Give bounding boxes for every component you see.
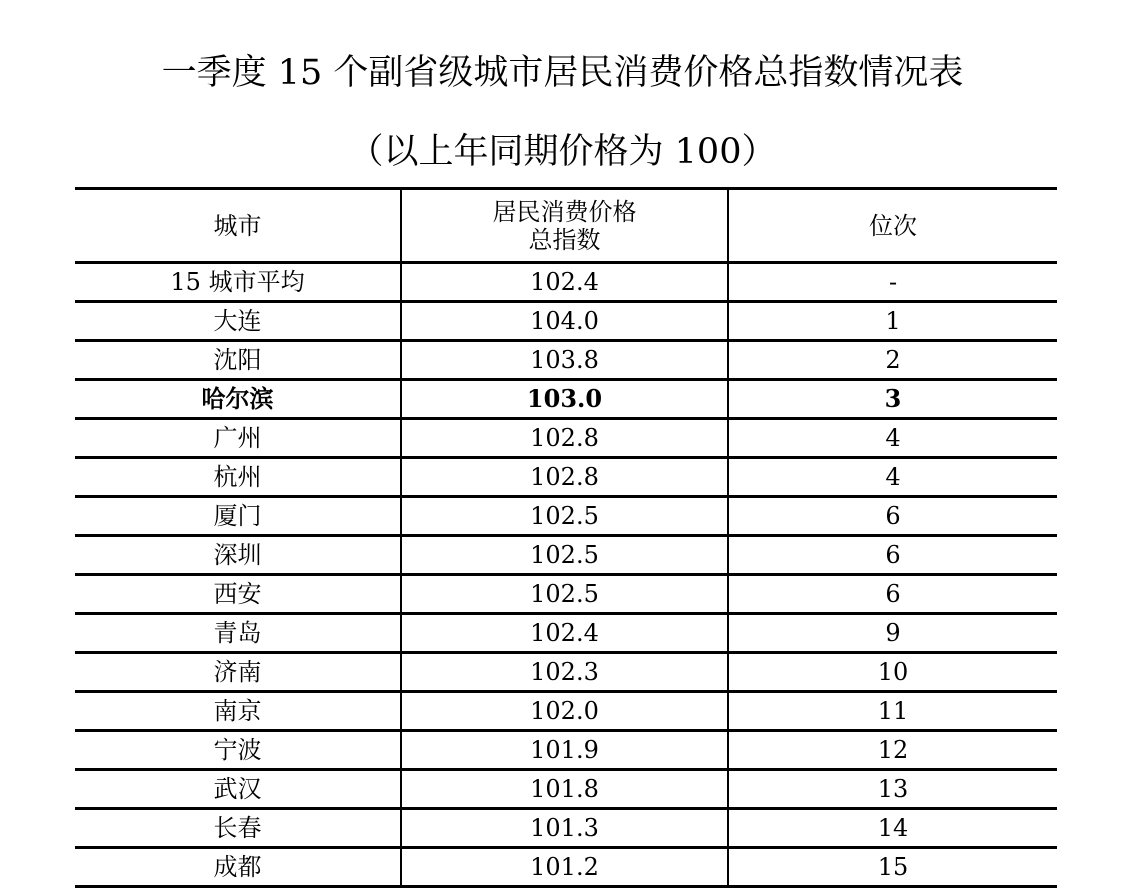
cell-city: 成都 [75,848,401,887]
page-subtitle: （以上年同期价格为 100） [348,132,777,172]
cell-city: 深圳 [75,536,401,575]
table-row [75,419,1057,458]
cell-rank: 4 [728,419,1057,458]
table-row [75,731,1057,770]
cell-city: 南京 [75,692,401,731]
cell-rank: 4 [728,458,1057,497]
table-row [75,497,1057,536]
cell-rank: 1 [728,302,1057,341]
cell-rank: 9 [728,614,1057,653]
cell-index: 102.4 [401,614,728,653]
cell-rank: 11 [728,692,1057,731]
cell-city: 沈阳 [75,341,401,380]
cell-index: 103.0 [401,380,728,419]
cell-rank: 6 [728,497,1057,536]
header-rank: 位次 [728,189,1057,263]
cell-city: 厦门 [75,497,401,536]
table-row [75,536,1057,575]
table-row [75,302,1057,341]
cell-index: 101.9 [401,731,728,770]
table-row [75,848,1057,887]
cpi-table [75,187,1057,888]
cell-rank: 3 [728,380,1057,419]
cell-rank: 10 [728,653,1057,692]
table-header-row [75,189,1057,263]
header-city: 城市 [75,189,401,263]
table-row [75,809,1057,848]
table-row [75,380,1057,419]
cell-index: 101.3 [401,809,728,848]
cell-city: 青岛 [75,614,401,653]
table-row [75,575,1057,614]
cell-rank: - [728,263,1057,302]
table-row [75,263,1057,302]
table-row [75,458,1057,497]
cell-city: 济南 [75,653,401,692]
cell-city: 哈尔滨 [75,380,401,419]
cell-index: 102.8 [401,419,728,458]
cell-rank: 14 [728,809,1057,848]
cell-rank: 15 [728,848,1057,887]
cell-index: 102.0 [401,692,728,731]
header-index-line2: 总指数 [528,225,601,254]
table-row [75,653,1057,692]
cell-index: 102.3 [401,653,728,692]
table-row [75,692,1057,731]
cell-city: 大连 [75,302,401,341]
cell-city: 宁波 [75,731,401,770]
cell-index: 104.0 [401,302,728,341]
table-row [75,614,1057,653]
cell-index: 103.8 [401,341,728,380]
cell-rank: 2 [728,341,1057,380]
cell-index: 102.4 [401,263,728,302]
cell-city: 西安 [75,575,401,614]
table-row [75,770,1057,809]
cell-index: 101.2 [401,848,728,887]
cell-index: 102.5 [401,575,728,614]
cell-index: 102.5 [401,497,728,536]
header-index-line1: 居民消费价格 [492,197,637,226]
cell-rank: 12 [728,731,1057,770]
cell-city: 广州 [75,419,401,458]
cell-index: 101.8 [401,770,728,809]
cell-rank: 6 [728,575,1057,614]
page-title: 一季度 15 个副省级城市居民消费价格总指数情况表 [161,53,964,93]
cell-city: 杭州 [75,458,401,497]
cell-index: 102.5 [401,536,728,575]
cell-city: 15 城市平均 [75,263,401,302]
cell-rank: 13 [728,770,1057,809]
table-body [75,263,1057,887]
cell-rank: 6 [728,536,1057,575]
header-index [401,189,728,263]
cell-city: 武汉 [75,770,401,809]
cell-city: 长春 [75,809,401,848]
cell-index: 102.8 [401,458,728,497]
table-row [75,341,1057,380]
